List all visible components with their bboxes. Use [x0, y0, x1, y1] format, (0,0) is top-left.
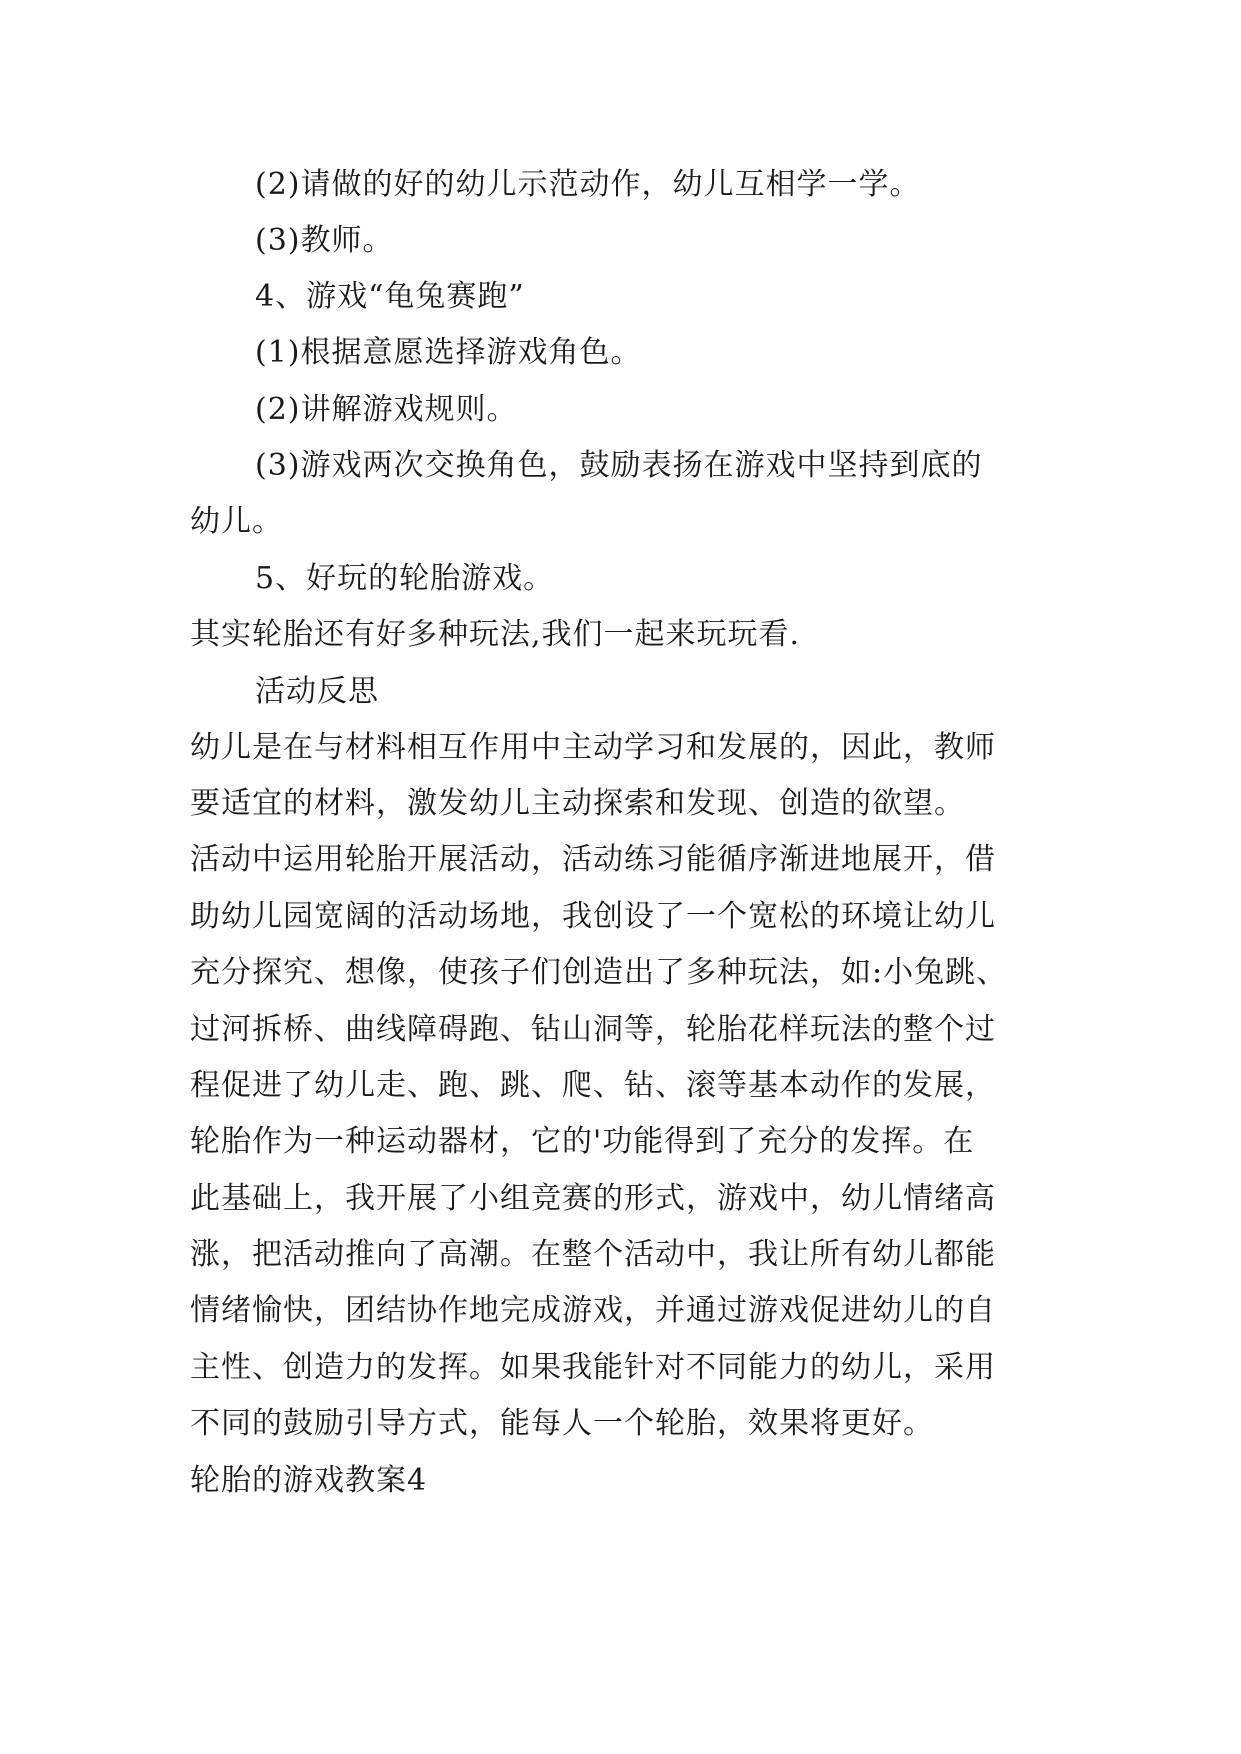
text-line: (3)游戏两次交换角色，鼓励表扬在游戏中坚持到底的 [255, 448, 983, 483]
text-line: 轮胎作为一种运动器材，它的'功能得到了充分的发挥。在 [190, 1124, 975, 1159]
section-heading: 活动反思 [255, 674, 379, 709]
text-line: (3)教师。 [255, 223, 394, 258]
text-line: 充分探究、想像，使孩子们创造出了多种玩法，如:小兔跳、 [190, 955, 1008, 990]
text-line: 此基础上，我开展了小组竞赛的形式，游戏中，幼儿情绪高 [190, 1181, 996, 1216]
text-line: 主性、创造力的发挥。如果我能针对不同能力的幼儿，采用 [190, 1350, 996, 1385]
text-line: 幼儿是在与材料相互作用中主动学习和发展的，因此，教师 [190, 730, 996, 765]
text-line: 不同的鼓励引导方式，能每人一个轮胎，效果将更好。 [190, 1406, 934, 1441]
text-line: 活动中运用轮胎开展活动，活动练习能循序渐进地展开，借 [190, 842, 996, 877]
text-line: 涨，把活动推向了高潮。在整个活动中，我让所有幼儿都能 [190, 1237, 996, 1272]
section-heading: 5、好玩的轮胎游戏。 [255, 561, 555, 596]
text-line: 过河拆桥、曲线障碍跑、钻山洞等，轮胎花样玩法的整个过 [190, 1012, 996, 1047]
text-line: (2)讲解游戏规则。 [255, 392, 518, 427]
text-line: 要适宜的材料，激发幼儿主动探索和发现、创造的欲望。 [190, 786, 965, 821]
text-line: (1)根据意愿选择游戏角色。 [255, 335, 642, 370]
text-line: 情绪愉快，团结协作地完成游戏，并通过游戏促进幼儿的自 [190, 1293, 996, 1328]
text-line: 其实轮胎还有好多种玩法,我们一起来玩玩看. [190, 617, 801, 652]
text-line: (2)请做的好的幼儿示范动作，幼儿互相学一学。 [255, 167, 921, 202]
text-line: 程促进了幼儿走、跑、跳、爬、钻、滚等基本动作的发展， [190, 1068, 996, 1103]
section-heading: 4、游戏“龟兔赛跑” [255, 279, 525, 314]
section-title: 轮胎的游戏教案4 [190, 1463, 428, 1498]
text-line: 幼儿。 [190, 504, 283, 539]
text-line: 助幼儿园宽阔的活动场地，我创设了一个宽松的环境让幼儿 [190, 899, 996, 934]
